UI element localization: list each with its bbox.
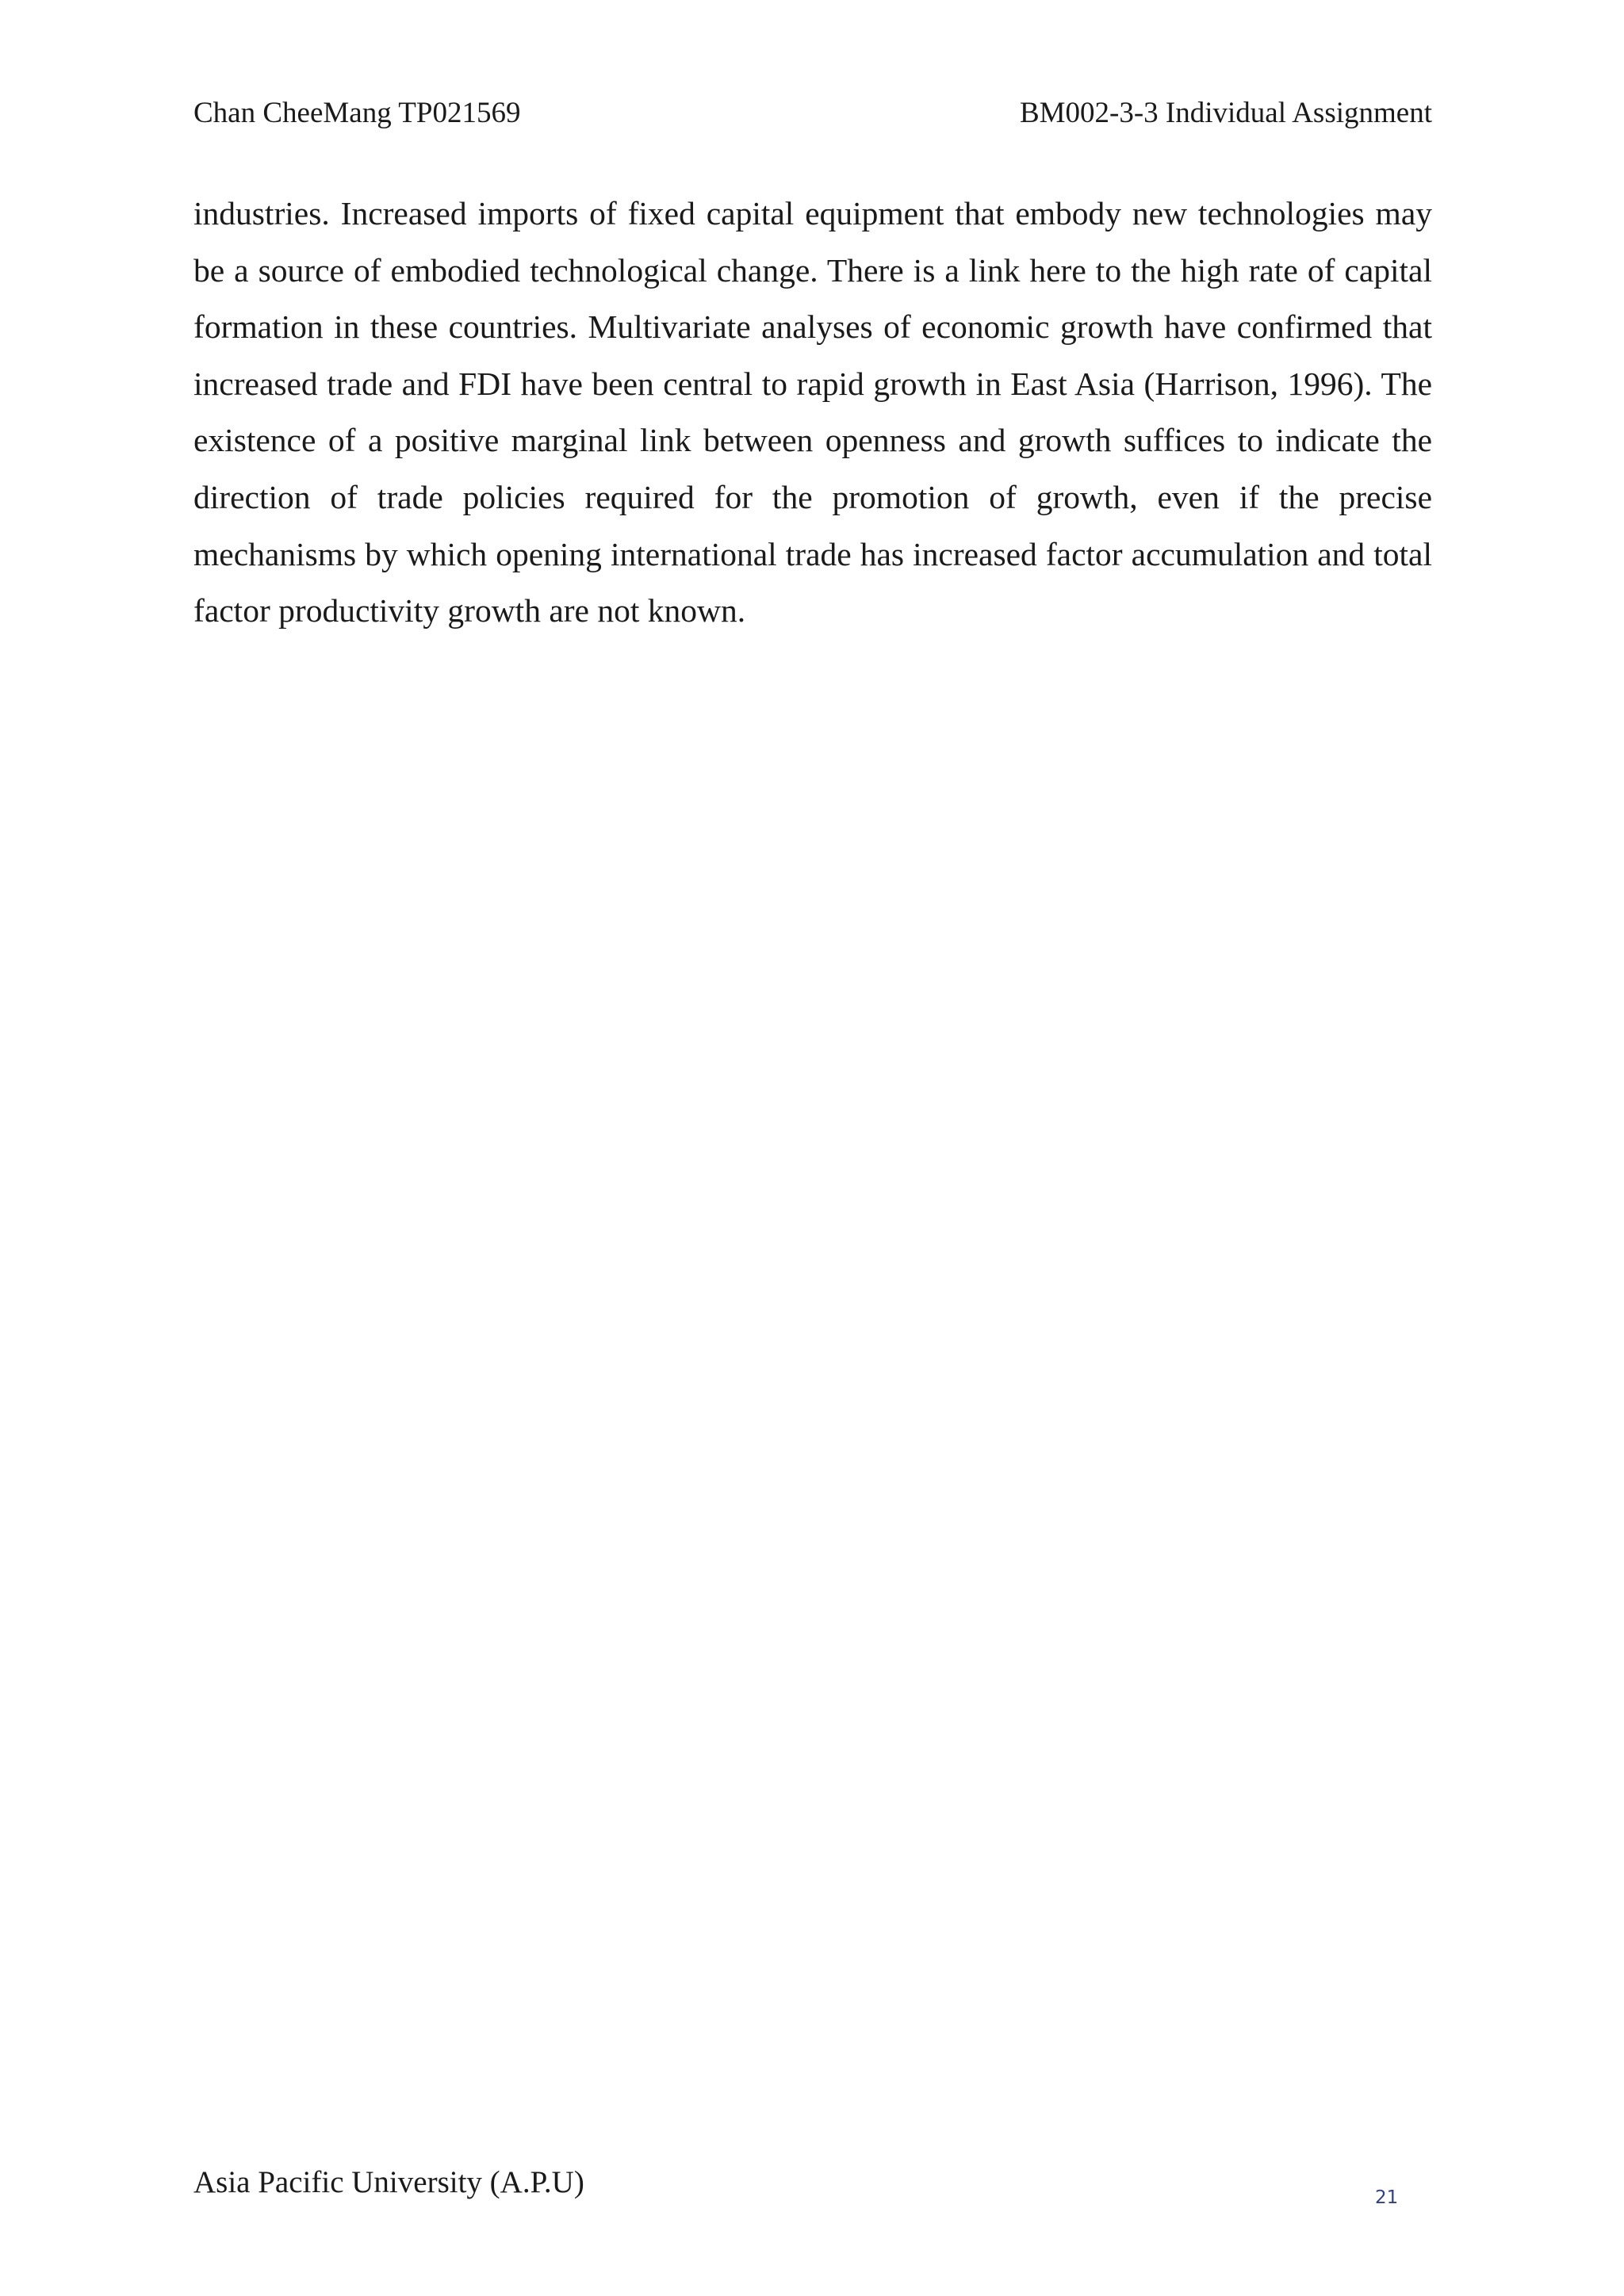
body-paragraph: industries. Increased imports of fixed capital equipment that embody new technologies may be a source of embodied technological change. There is a link here to the high rate of capital formation in these countries. Multivariate analyses of economic growth have confirmed that increased trade and FDI have been central to rapid growth in East Asia (Harrison, 1996). The existence of a positive marginal link between openness and growth suffices to indicate the direction of trade policies required for the promotion of growth, even if the precise mechanisms by which opening international trade has increased factor accumulation and total factor productivity growth are not known. — [193, 195, 1432, 629]
page-number: 21 — [1375, 2187, 1399, 2208]
header-course: BM002-3-3 Individual Assignment — [1019, 97, 1432, 129]
footer-institution: Asia Pacific University (A.P.U) — [193, 2165, 584, 2199]
header-author: Chan CheeMang TP021569 — [193, 97, 521, 129]
page-header — [193, 94, 1432, 133]
